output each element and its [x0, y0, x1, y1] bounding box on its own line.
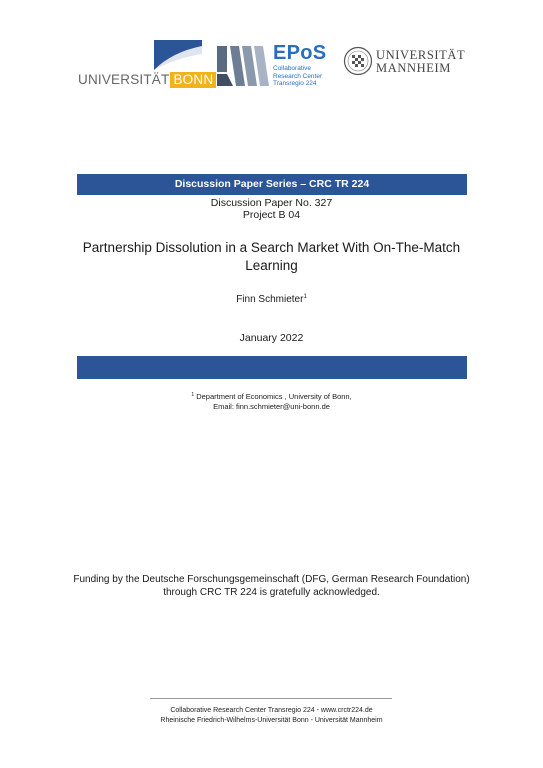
affiliation-marker: 1: [191, 392, 195, 398]
divider-banner: [77, 356, 467, 379]
series-banner: Discussion Paper Series – CRC TR 224: [77, 174, 467, 195]
bonn-wordmark: UNIVERSITÄT BONN: [78, 72, 216, 88]
author-footnote-marker: 1: [303, 294, 307, 300]
mannheim-wordmark: UNIVERSITÄT MANNHEIM: [376, 48, 466, 75]
footer-divider: [150, 698, 392, 699]
bonn-wave-mark-icon: [154, 40, 202, 70]
crest-icon: [343, 46, 373, 76]
publication-date: January 2022: [239, 332, 304, 344]
epos-mark-icon: [215, 42, 271, 88]
university-mannheim-logo: [343, 44, 465, 80]
paper-title: Partnership Dissolution in a Search Market With On-The-Match Learning: [82, 240, 461, 273]
funding-acknowledgement: Funding by the Deutsche Forschungsgemeinschaft (DFG, German Research Foundation) through CRC TR 224 is gratefully acknowledged.: [73, 574, 470, 598]
author-name: Finn Schmieter$^1$: [236, 294, 307, 305]
footer: Collaborative Research Center Transregio 224 - www.crctr224.de Rheinische Friedrich-Wilhelms-Universität Bonn - Universität Mannheim: [160, 707, 383, 724]
project-id: Project B 04: [242, 209, 301, 221]
author-affiliation: $^1$ Department of Economics , University of Bonn, Email: finn.schmieter@uni-bonn.de: [191, 392, 352, 411]
epos-subtitle: Collaborative Research Center Transregio 224: [273, 65, 323, 87]
epos-logo: EPoS Collaborative Research Center Transregio 224: [215, 42, 327, 92]
university-bonn-logo: [78, 40, 214, 90]
discussion-paper-number: Discussion Paper No. 327: [210, 197, 333, 209]
